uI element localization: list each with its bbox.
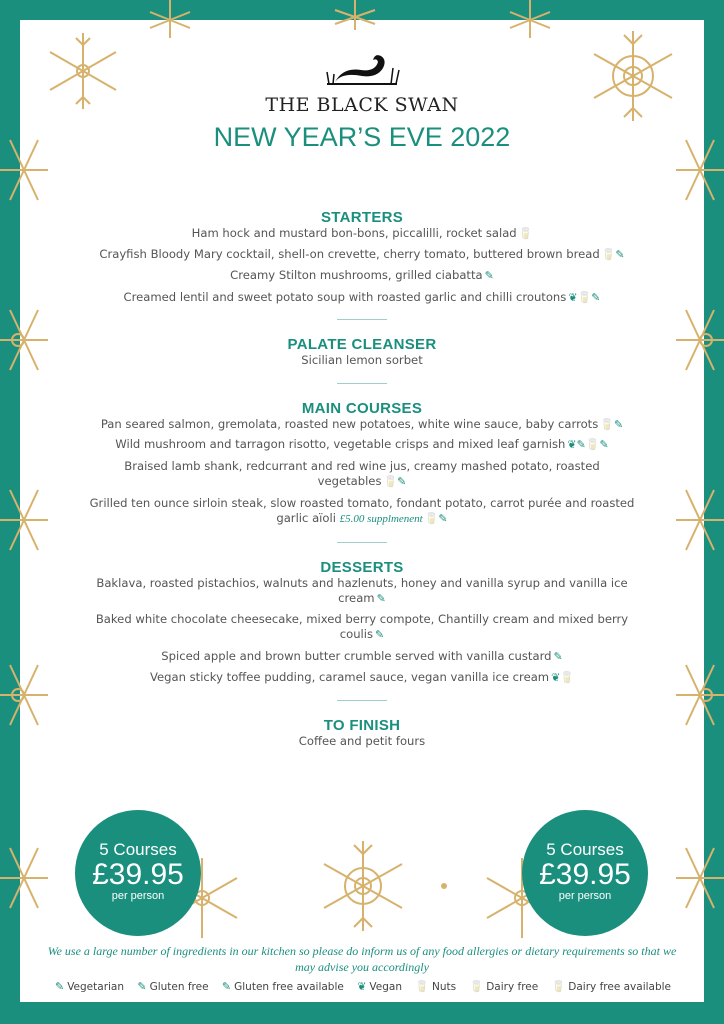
supplement-note: £5.00 supplmenent [339,513,423,525]
menu-item: Creamed lentil and sweet potato soup with roasted garlic and chilli croutons ❦🥛✎ [123,289,601,304]
price-badge-right [522,810,648,936]
divider [337,383,387,384]
menu-item: Vegan sticky toffee pudding, caramel sauce, vegan vanilla ice cream ❦🥛 [149,670,575,684]
menu-item: Coffee and petit fours [298,733,426,748]
snowflake-icon [315,838,411,934]
legend-item: 🥛 Dairy free available [551,980,672,993]
logo [250,50,474,116]
legend-item: 🥛 Nuts [415,980,457,993]
vegetarian-icon: ✎ [484,269,494,282]
menu-item: Grilled ten ounce sirloin steak, slow roasted tomato, fondant potato, carrot purée and roasted garlic aïoli £5.00 supplmenent 🥛✎ [89,495,635,525]
section-heading-starters: STARTERS [320,209,404,226]
badge-price: £39.95 [92,858,184,891]
badge-courses: 5 Courses [99,840,177,859]
snowflake-icon [676,300,724,380]
vegan-icon: ❦ [357,980,367,993]
legend-item: ✎ Gluten free available [221,980,344,993]
badge-per: per person [558,890,612,902]
snowflake-icon [320,0,390,30]
vegetarian-icon: ✎ [376,592,386,605]
menu-content [52,205,672,749]
badge-price: £39.95 [539,858,631,891]
menu-item: Sicilian lemon sorbet [301,353,423,367]
snowflake-icon [0,838,48,918]
section-heading-palate-cleanser: PALATE CLEANSER [287,336,437,353]
menu-item: Crayfish Bloody Mary cocktail, shell-on crevette, cherry tomato, buttered brown bread 🥛✎ [99,246,625,261]
divider [337,542,387,543]
menu-item: Baked white chocolate cheesecake, mixed berry compote, Chantilly cream and mixed berry coulis ✎ [95,611,629,641]
menu-item: Braised lamb shank, redcurrant and red wine jus, creamy mashed potato, roasted vegetables 🥛✎ [124,458,600,488]
menu-item: Creamy Stilton mushrooms, grilled ciabatta ✎ [230,268,494,282]
swan-icon [317,50,407,90]
snowflake-icon [0,300,48,380]
section-heading-main-courses: MAIN COURSES [301,399,423,417]
nuts-icon: 🥛 [415,980,430,993]
snowflake-icon [676,838,724,918]
snowflake-icon [0,480,48,560]
allergen-icons: ❦✎🥛✎ [567,438,609,451]
snowflake-icon [676,480,724,560]
legend-item: 🥛 Dairy free [469,980,539,993]
brand-name: THE BLACK SWAN [265,94,459,116]
vegetarian-icon: ✎ [54,980,65,993]
dot-icon [440,882,448,890]
gluten-free-available-icon: ✎ [221,980,232,993]
gluten-free-icon: ✎ [137,980,147,993]
allergen-icons: ❦🥛 [551,671,575,684]
price-badge-left [75,810,201,936]
menu-item: Pan seared salmon, gremolata, roasted new potatoes, white wine sauce, baby carrots 🥛✎ [100,416,624,431]
snowflake-icon [135,0,205,40]
menu-item: Spiced apple and brown butter crumble served with vanilla custard ✎ [161,648,563,663]
snowflake-icon [585,28,681,124]
section-heading-desserts: DESSERTS [320,558,404,576]
allergen-icons: 🥛✎ [600,417,624,431]
vegetarian-icon: ✎ [375,628,385,641]
badge-courses: 5 Courses [546,840,624,859]
menu-item: Ham hock and mustard bon-bons, piccalilli, rocket salad 🥛 [191,226,533,240]
allergen-icons: 🥛✎ [424,512,448,525]
allergen-icons: 🥛✎ [383,475,407,488]
dietary-legend [30,980,694,993]
menu-item: Wild mushroom and tarragon risotto, vegetable crisps and mixed leaf garnish ❦✎🥛✎ [115,437,609,451]
dairy-free-icon: 🥛 [518,227,533,240]
dairy-free-available-icon: 🥛 [551,980,566,993]
vegetarian-icon: ✎ [553,649,563,663]
allergen-icons: 🥛✎ [601,247,625,261]
legend-item: ✎ Vegetarian [54,980,125,993]
allergy-note: We use a large number of ingredients in our kitchen so please do inform us of any food allergies or dietary requirements so that we may advise you accordingly [47,944,677,974]
dairy-free-icon: 🥛 [469,980,484,993]
page-title: NEW YEAR’S EVE 2022 [213,122,511,152]
badge-per: per person [111,890,165,902]
legend-item: ❦ Vegan [357,980,402,993]
snowflake-icon [0,655,48,735]
menu-item: Baklava, roasted pistachios, walnuts and hazlenuts, honey and vanilla syrup and vanilla ice cream ✎ [96,575,628,605]
divider [337,319,387,320]
snowflake-icon [495,0,565,40]
legend-item: ✎ Gluten free [137,980,209,993]
allergen-icons: ❦🥛✎ [568,290,601,304]
divider [337,700,387,701]
section-heading-to-finish: TO FINISH [323,716,401,734]
snowflake-icon [676,655,724,735]
snowflake-icon [42,30,124,112]
